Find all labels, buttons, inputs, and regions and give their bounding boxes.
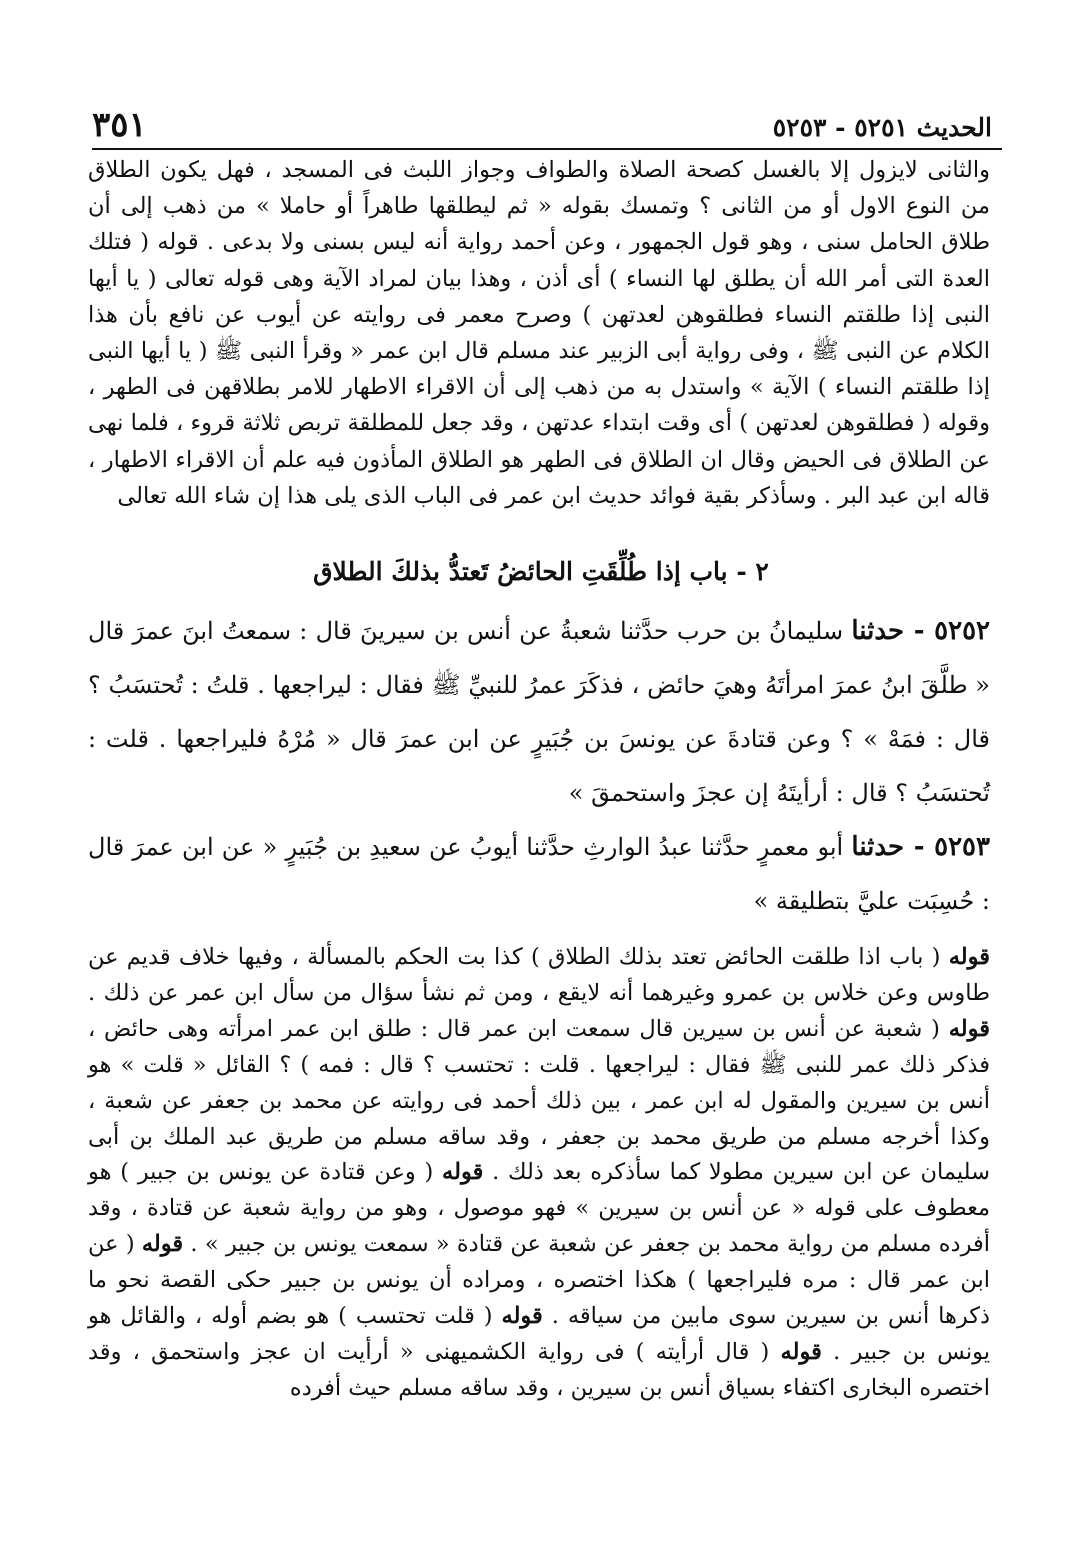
commentary-segment: ( وعن قتادة عن يونس بن جبير ) هو معطوف على قوله « عن أنس بن سيرين » فهو موصول ، وهو من رواية شعبة عن قتادة ، وقد أفرده مسلم من رواية محمد بن جعفر عن شعبة عن قتادة « سمعت يونس بن جبير » . (88, 1159, 990, 1258)
commentary-segment: ( باب اذا طلقت الحائض تعتد بذلك الطلاق ) كذا بت الحكم بالمسألة ، وفيها خلاف قديم عن طاوس وعن خلاس بن عمرو وغيرهما أنه لايقع ، ومن ثم نشأ سؤال من سأل ابن عمر عن ذلك . (88, 944, 990, 1006)
bottom-commentary (88, 940, 990, 1407)
hadith-5253-text: أبو معمرٍ حدَّثنا عبدُ الوارثِ حدَّثنا أيوبُ عن سعيدِ بن جُبَيرٍ « عن ابن عمرَ قال : حُسِبَت عليَّ بتطليقة » (88, 833, 990, 915)
hadith-5253 (88, 820, 990, 928)
commentary-segment: ( شعبة عن أنس بن سيرين قال سمعت ابن عمر قال : طلق ابن عمر امرأته وهى حائض ، فذكر ذلك عمر للنبى ﷺ فقال : ليراجعها . قلت : تحتسب ؟ قال : فمه ) ؟ القائل « قلت » هو أنس بن سيرين والمقول له ابن عمر ، بين ذلك أحمد فى روايته عن محمد بن جعفر عن شعبة ، وكذا أخرجه مسلم من طريق محمد بن جعفر ، وقد ساقه مسلم من طريق عبد الملك بن أبى سليمان عن ابن سيرين مطولا كما سأذكره بعد ذلك . (88, 1015, 990, 1186)
chapter-heading: ٢ - باب إذا طُلِّقَتِ الحائضُ تَعتدُّ بذلكَ الطلاق (313, 557, 769, 586)
commentary-segment: ( قال أرأيته ) فى رواية الكشميهنى « أرأيت ان عجز واستحمق ، وقد اختصره البخارى اكتفاء بسياق أنس بن سيرين ، وقد ساقه مسلم حيث أفرده (88, 1338, 990, 1401)
commentary-keyword: قوله (780, 1338, 822, 1365)
commentary-keyword: قوله (948, 944, 990, 970)
page-number: ٣٥١ (92, 105, 147, 145)
header-rule (92, 148, 1002, 150)
hadith-5253-lead: ٥٢٥٣ - حدثنا (851, 832, 990, 862)
top-commentary: والثانى لايزول إلا بالغسل كصحة الصلاة والطواف وجواز اللبث فى المسجد ، فهل يكون الطلاق من النوع الاول أو من الثانى ؟ وتمسك بقوله « ثم ليطلقها طاهراً أو حاملا » من ذهب إلى أن طلاق الحامل سنى ، وهو قول الجمهور ، وعن أحمد رواية أنه ليس بسنى ولا بدعى . قوله ( فتلك العدة التى أمر الله أن يطلق لها النساء ) أى أذن ، وهذا بيان لمراد الآية وهى قوله تعالى ( يا أيها النبى إذا طلقتم النساء فطلقوهن لعدتهن ) وصرح معمر فى روايته عن أيوب عن نافع بأن هذا الكلام عن النبى ﷺ ، وفى رواية أبى الزبير عند مسلم قال ابن عمر « وقرأ النبى ﷺ ( يا أيها النبى إذا طلقتم النساء ) الآية » واستدل به من ذهب إلى أن الاقراء الاطهار للامر بطلاقهن فى الطهر ، وقوله ( فطلقوهن لعدتهن ) أى وقت ابتداء عدتهن ، وقد جعل للمطلقة تربص ثلاثة قروء ، فلما نهى عن الطلاق فى الحيض وقال ان الطلاق فى الطهر هو الطلاق المأذون فيه علم أن الاقراء الاطهار ، قاله ابن عبد البر . وسأذكر بقية فوائد حديث ابن عمر فى الباب الذى يلى هذا إن شاء الله تعالى (88, 157, 990, 509)
hadith-5252-text: سليمانُ بن حرب حدَّثنا شعبةُ عن أنس بن سيرينَ قال : سمعتُ ابنَ عمرَ قال « طلَّقَ ابنُ عمرَ امرأتَهُ وهيَ حائض ، فذكَرَ عمرُ للنبيِّ ﷺ فقال : ليراجعها . قلتُ : تُحتسَبُ ؟ قال : فمَهْ » ؟ وعن قتادةَ عن يونسَ بن جُبَيرٍ عن ابن عمرَ قال « مُرْهُ فليراجعها . قلت : تُحتسَبُ ؟ قال : أرأيتَهُ إن عجزَ واستحمقَ » (88, 617, 990, 807)
commentary-segment: ( قلت تحتسب ) هو بضم أوله ، والقائل هو يونس بن جبير . (88, 1303, 991, 1365)
commentary-keyword: قوله (141, 1231, 184, 1258)
hadith-5252 (88, 604, 990, 820)
page-header (92, 94, 992, 145)
commentary-keyword: قوله (501, 1303, 543, 1330)
commentary-segment: ( عن ابن عمر قال : مره فليراجعها ) هكذا اختصره ، ومراده أن يونس بن جبير حكى القصة نحو ما ذكرها أنس بن سيرين سوى مابين من سياقه . (88, 1231, 990, 1330)
commentary-keyword: قوله (442, 1159, 484, 1186)
running-head: الحديث ٥٢٥١ - ٥٢٥٣ (772, 113, 992, 142)
hadith-5252-lead: ٥٢٥٢ - حدثنا (851, 616, 990, 646)
commentary-keyword: قوله (948, 1015, 990, 1042)
